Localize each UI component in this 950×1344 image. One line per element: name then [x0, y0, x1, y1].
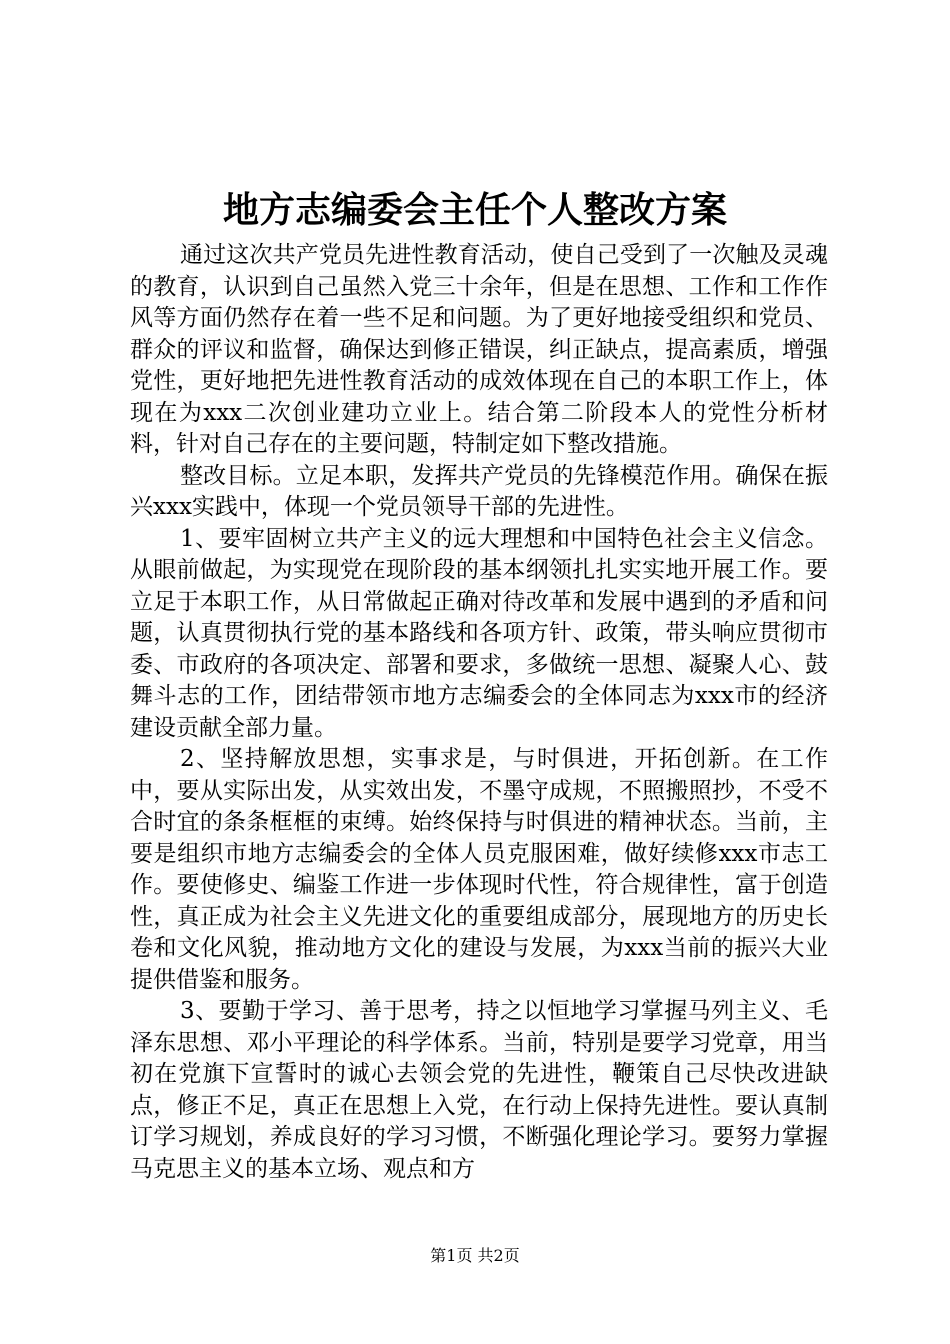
measure-2-paragraph: 2、坚持解放思想，实事求是，与时俱进，开拓创新。在工作中，要从实际出发，从实效出发，不墨守成规，不照搬照抄，不受不合时宜的条条框框的束缚。始终保持与时俱进的精神状态。当前，主要是组织市地方志编委会的全体人员克服困难，做好续修xxx市志工作。要使修史、编鉴工作进一步体现时代性，符合规律性，富于创造性，真正成为社会主义先进文化的重要组成部分，展现地方的历史长卷和文化风貌，推动地方文化的建设与发展，为xxx当前的振兴大业提供借鉴和服务。: [130, 746, 828, 993]
intro-paragraph: 通过这次共产党员先进性教育活动，使自己受到了一次触及灵魂的教育，认识到自己虽然入党三十余年，但是在思想、工作和工作作风等方面仍然存在着一些不足和问题。为了更好地接受组织和党员、群众的评议和监督，确保达到修正错误，纠正缺点，提高素质，增强党性，更好地把先进性教育活动的成效体现在自己的本职工作上，体现在为xxx二次创业建功立业上。结合第二阶段本人的党性分析材料，针对自己存在的主要问题，特制定如下整改措施。: [130, 242, 828, 457]
document-body: [130, 240, 828, 1185]
measure-3-paragraph: 3、要勤于学习、善于思考，持之以恒地学习掌握马列主义、毛泽东思想、邓小平理论的科学体系。当前，特别是要学习党章，用当初在党旗下宣誓时的诚心去领会党的先进性，鞭策自己尽快改进缺点，修正不足，真正在思想上入党，在行动上保持先进性。要认真制订学习规划，养成良好的学习习惯，不断强化理论学习。要努力掌握马克思主义的基本立场、观点和方: [130, 998, 828, 1182]
document-title: 地方志编委会主任个人整改方案: [222, 189, 727, 231]
goal-paragraph: 整改目标。立足本职，发挥共产党员的先锋模范作用。确保在振兴xxx实践中，体现一个党员领导干部的先进性。: [130, 462, 828, 520]
measure-1-paragraph: 1、要牢固树立共产主义的远大理想和中国特色社会主义信念。从眼前做起，为实现党在现阶段的基本纲领扎扎实实地开展工作。要立足于本职工作，从日常做起正确对待改革和发展中遇到的矛盾和问题，认真贯彻执行党的基本路线和各项方针、政策，带头响应贯彻市委、市政府的各项决定、部署和要求，多做统一思想、凝聚人心、鼓舞斗志的工作，团结带领市地方志编委会的全体同志为xxx市的经济建设贡献全部力量。: [130, 525, 828, 741]
page-footer: 第1页 共2页: [430, 1246, 520, 1265]
